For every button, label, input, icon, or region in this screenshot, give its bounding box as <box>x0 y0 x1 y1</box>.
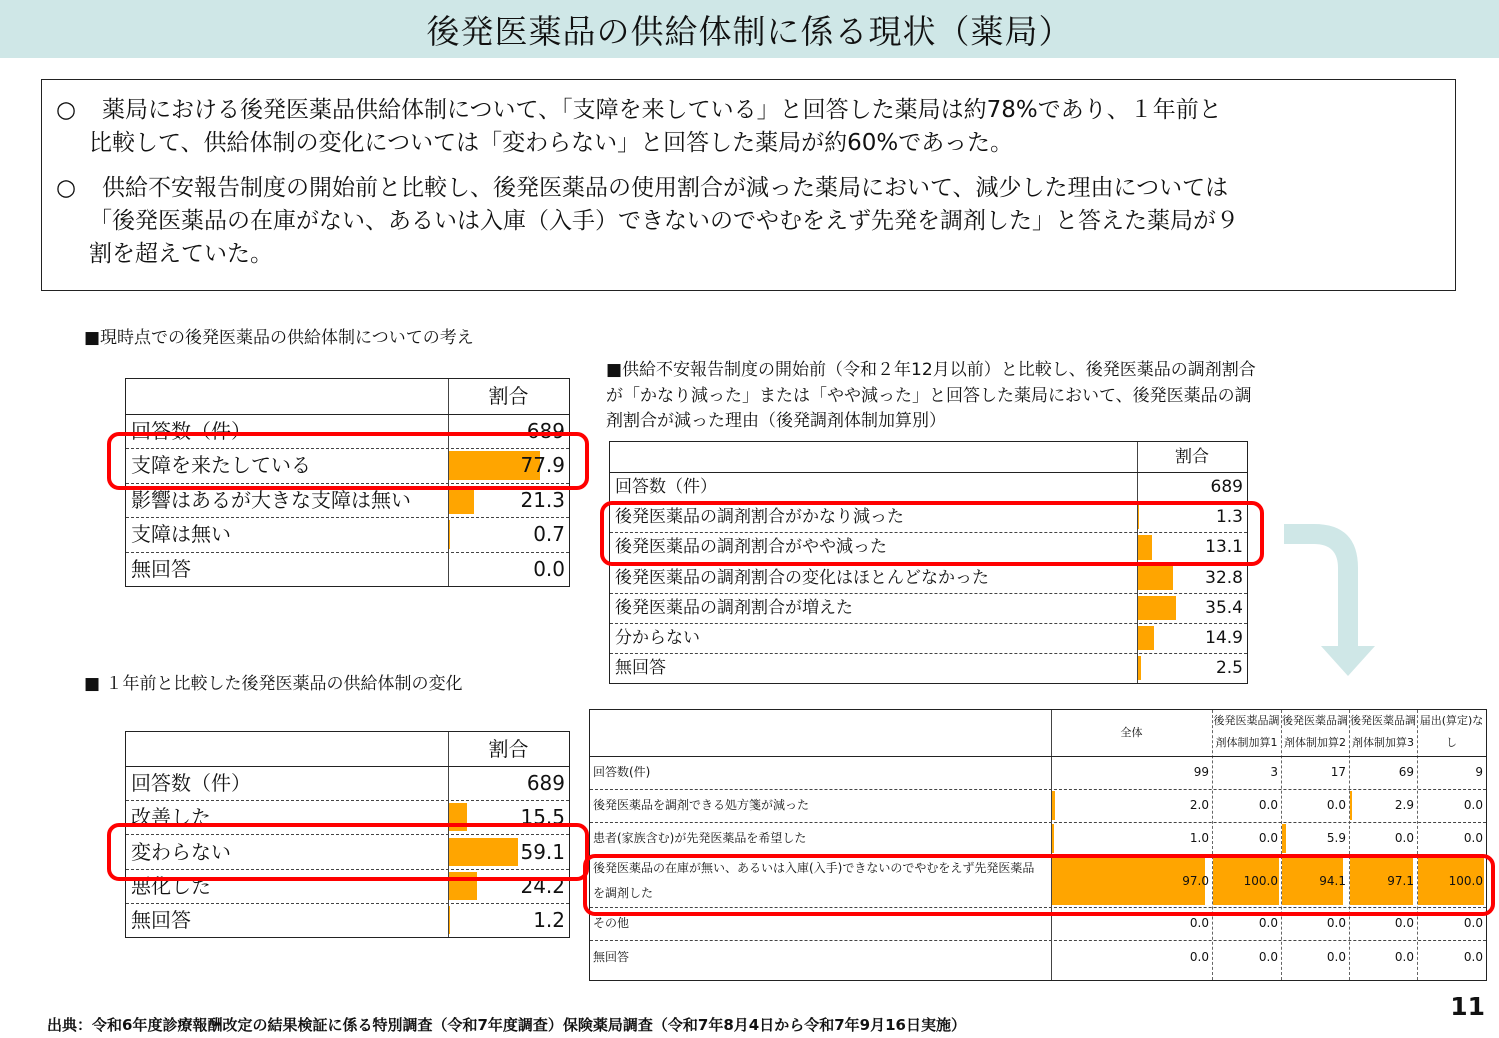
row-label: 分からない <box>615 627 700 648</box>
table-header-row <box>590 710 1486 757</box>
cell-value: 17 <box>1330 765 1346 779</box>
header-addition-3-line2: 剤体制加算3 <box>1352 736 1414 749</box>
cell-value: 0.0 <box>1258 798 1278 812</box>
value-bar <box>1138 596 1176 620</box>
row-label: 後発医薬品を調剤できる処方箋が減った <box>593 798 810 812</box>
row-label: 無回答 <box>131 556 191 581</box>
row-label: 無回答 <box>593 950 630 964</box>
row-value: 13.1 <box>1205 537 1243 558</box>
table-row <box>590 940 1486 974</box>
cell-value: 0.0 <box>1258 916 1278 930</box>
page-number: 11 <box>1450 992 1485 1021</box>
cell-value: 5.9 <box>1326 831 1346 845</box>
row-value: 32.8 <box>1205 567 1243 588</box>
bullet-circle: ○ <box>56 175 77 201</box>
row-value: 59.1 <box>520 839 565 864</box>
table-header-row <box>610 442 1247 473</box>
highlight-box-decreased <box>600 501 1264 566</box>
value-bar <box>1138 656 1141 680</box>
row-label: 影響はあるが大きな支障は無い <box>131 487 411 512</box>
table-row <box>610 472 1247 503</box>
cell-value: 100.0 <box>1448 874 1483 888</box>
cell-value: 0.0 <box>1394 831 1414 845</box>
row-value: 0.7 <box>533 522 565 546</box>
row-label: 改善した <box>131 805 211 830</box>
cell-value: 97.0 <box>1182 874 1209 888</box>
section-3-caption-line3: 剤割合が減った理由（後発調剤体制加算別） <box>606 411 946 431</box>
header-ratio: 割合 <box>1175 447 1209 467</box>
cell-value: 94.1 <box>1319 874 1346 888</box>
section-3-caption-line2: が「かなり減った」または「やや減った」と回答した薬局において、後発医薬品の調 <box>606 386 1252 406</box>
table-row <box>126 903 569 937</box>
cell-value: 0.0 <box>1326 916 1346 930</box>
value-bar <box>449 520 450 549</box>
cell-value: 1.0 <box>1189 831 1209 845</box>
highlight-box-unchanged <box>107 823 589 881</box>
cell-value: 0.0 <box>1258 831 1278 845</box>
summary-p2-line3: 割を超えていた。 <box>89 241 273 267</box>
row-value: 1.3 <box>1215 507 1243 528</box>
header-addition-1-line1: 後発医薬品調 <box>1213 714 1280 727</box>
cell-value: 0.0 <box>1326 798 1346 812</box>
row-value: 24.2 <box>520 873 565 898</box>
row-label: 無回答 <box>615 657 666 678</box>
value-bar <box>1138 566 1173 590</box>
title-band <box>0 0 1499 58</box>
cell-value: 0.0 <box>1394 950 1414 964</box>
bullet-circle: ○ <box>56 97 77 123</box>
cell-value: 69 <box>1398 765 1414 779</box>
cell-value: 99 <box>1193 765 1209 779</box>
curved-down-arrow-icon <box>1280 520 1380 680</box>
cell-value: 0.0 <box>1189 950 1209 964</box>
header-addition-1-line2: 剤体制加算1 <box>1215 736 1278 749</box>
row-label: 回答数（件） <box>615 477 717 498</box>
table-row <box>610 563 1247 594</box>
row-value: 1.2 <box>533 907 565 932</box>
row-value: 2.5 <box>1215 657 1243 678</box>
header-addition-3-line1: 後発医薬品調 <box>1350 714 1416 727</box>
row-value: 689 <box>526 418 565 443</box>
value-bar <box>1282 824 1286 853</box>
row-label-line2: を調剤した <box>593 886 654 900</box>
row-value: 35.4 <box>1205 597 1243 618</box>
header-addition-2-line2: 剤体制加算2 <box>1284 736 1346 749</box>
header-no-filing-line2: し <box>1446 736 1457 749</box>
row-label: 変わらない <box>131 839 231 864</box>
table-row <box>590 789 1486 823</box>
value-bar <box>1350 791 1352 820</box>
row-label: 支障は無い <box>131 522 231 546</box>
header-ratio: 割合 <box>488 737 529 761</box>
header-addition-2-line1: 後発医薬品調 <box>1282 714 1348 727</box>
row-label: 患者(家族含む)が先発医薬品を希望した <box>593 831 807 845</box>
row-label: 回答数（件） <box>131 771 251 796</box>
table-row <box>610 593 1247 624</box>
row-label: 回答数(件) <box>593 765 651 779</box>
row-label: 支障を来たしている <box>131 453 311 477</box>
row-label: 後発医薬品の調剤割合の変化はほとんどなかった <box>615 567 989 588</box>
row-label: 悪化した <box>131 873 211 898</box>
summary-p2-line2: 「後発医薬品の在庫がない、あるいは入庫（入手）できないのでやむをえず先発を調剤した」と答えた薬局が９ <box>89 208 1239 234</box>
row-label: 後発医薬品の調剤割合がやや減った <box>615 537 887 558</box>
row-value: 77.9 <box>520 453 565 477</box>
cell-value: 9 <box>1475 765 1483 779</box>
row-label: 後発医薬品の在庫が無い、あるいは入庫(入手)できないのでやむをえず先発医薬品 <box>593 861 1035 875</box>
table-row <box>126 766 569 801</box>
row-value: 21.3 <box>520 487 565 512</box>
cell-value: 0.0 <box>1463 798 1483 812</box>
row-label: 回答数（件） <box>131 418 251 443</box>
row-value: 15.5 <box>520 805 565 830</box>
section-1-caption: ■現時点での後発医薬品の供給体制についての考え <box>84 328 474 348</box>
cell-value: 2.0 <box>1189 798 1209 812</box>
highlight-box-supply-issue <box>107 432 589 490</box>
cell-value: 0.0 <box>1326 950 1346 964</box>
table-row <box>126 517 569 553</box>
cell-value: 0.0 <box>1463 916 1483 930</box>
cell-value: 0.0 <box>1463 950 1483 964</box>
cell-value: 3 <box>1270 765 1278 779</box>
value-bar <box>1052 824 1054 853</box>
table-header-row <box>126 379 569 415</box>
source-footnote: 出典：令和6年度診療報酬改定の結果検証に係る特別調査（令和7年度調査）保険薬局調査（令和7年8月4日から令和7年9月16日実施） <box>47 1016 966 1034</box>
table-row <box>590 756 1486 790</box>
header-ratio: 割合 <box>488 384 529 408</box>
row-value: 0.0 <box>533 556 565 581</box>
summary-p2-line1: 供給不安報告制度の開始前と比較し、後発医薬品の使用割合が減った薬局において、減少した理由については <box>102 175 1229 201</box>
page-title: 後発医薬品の供給体制に係る現状（薬局） <box>426 12 1073 51</box>
cell-value: 2.9 <box>1394 798 1414 812</box>
header-all: 全体 <box>1120 726 1143 739</box>
table-row <box>126 552 569 587</box>
summary-p1-line2: 比較して、供給体制の変化については「変わらない」と回答した薬局が約60%であった。 <box>89 130 1013 156</box>
cell-value: 100.0 <box>1243 874 1278 888</box>
table-row <box>590 822 1486 856</box>
value-bar <box>449 906 450 934</box>
row-label: 無回答 <box>131 907 191 932</box>
table-row <box>610 653 1247 683</box>
table-header-row <box>126 732 569 767</box>
row-value: 689 <box>526 771 565 796</box>
row-label: 後発医薬品の調剤割合が増えた <box>615 597 853 618</box>
row-value: 14.9 <box>1205 627 1243 648</box>
summary-p1-line1: 薬局における後発医薬品供給体制について、「支障を来している」と回答した薬局は約78%であり、１年前と <box>102 97 1222 123</box>
highlight-box-no-stock <box>583 854 1495 916</box>
section-2-caption: ■ １年前と比較した後発医薬品の供給体制の変化 <box>84 674 463 694</box>
section-3-caption-line1: ■供給不安報告制度の開始前（令和２年12月以前）と比較し、後発医薬品の調剤割合 <box>606 360 1256 380</box>
table-row <box>610 623 1247 654</box>
value-bar <box>1052 791 1055 820</box>
cell-value: 0.0 <box>1258 950 1278 964</box>
cell-value: 0.0 <box>1463 831 1483 845</box>
summary-box <box>41 79 1456 291</box>
cell-value: 0.0 <box>1394 916 1414 930</box>
value-bar <box>1138 626 1154 650</box>
row-label: 後発医薬品の調剤割合がかなり減った <box>615 507 904 528</box>
cell-value: 97.1 <box>1387 874 1414 888</box>
row-value: 689 <box>1210 477 1243 498</box>
header-no-filing-line1: 届出(算定)な <box>1419 714 1484 727</box>
table-decrease-reason-by-addition <box>589 709 1487 981</box>
cell-value: 0.0 <box>1189 916 1209 930</box>
row-label: その他 <box>593 916 630 930</box>
